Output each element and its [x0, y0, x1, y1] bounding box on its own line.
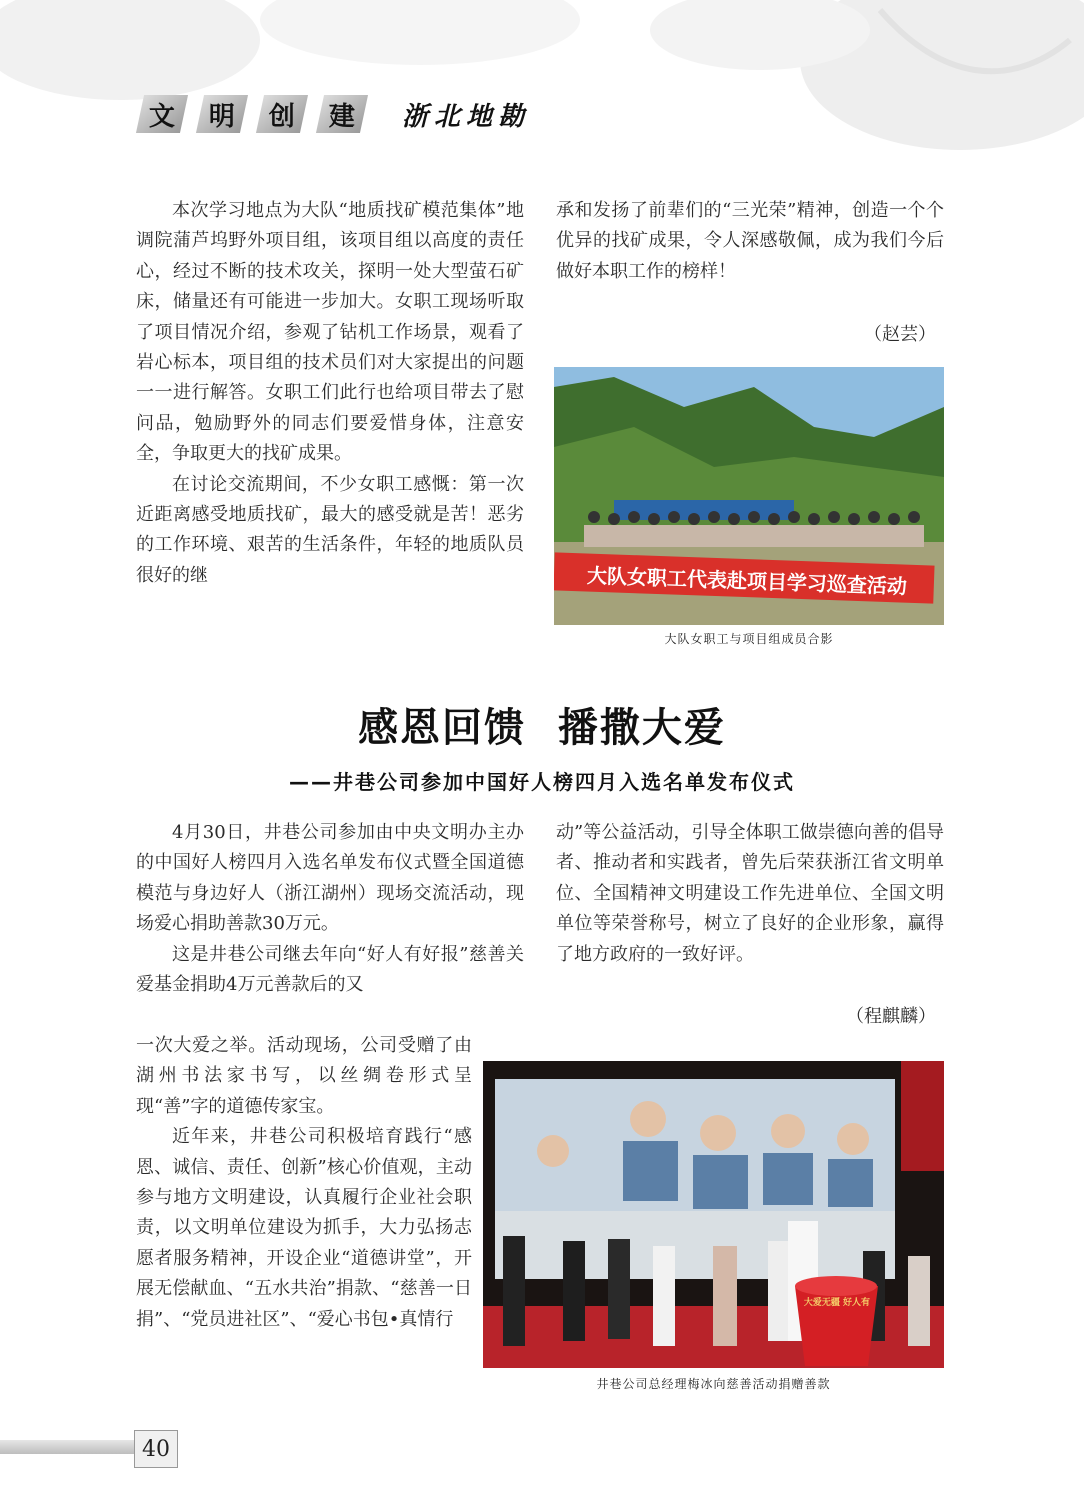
article2-author: （程麒麟）: [846, 1006, 936, 1027]
article2-paragraph-1: 4月30日，井巷公司参加由中央文明办主办的中国好人榜四月入选名单发布仪式暨全国道德模范与身边好人（浙江湖州）现场交流活动，现场爱心捐助善款30万元。: [136, 822, 524, 935]
article2-paragraph-4: 近年来，井巷公司积极培育践行“感恩、诚信、责任、创新”核心价值观，主动参与地方文明建设，认真履行企业社会职责，以文明单位建设为抓手，大力弘扬志愿者服务精神，开设企业“道德讲堂”，开展无偿献血、“五水共治”捐款、“慈善一日捐”、“党员进社区”、“爱心书包•真情行: [136, 1126, 472, 1330]
article2-left-column-bottom: [136, 1031, 472, 1335]
department-name: 浙北地勘: [402, 101, 531, 132]
article1-left-column: [136, 196, 524, 591]
article1-paragraph-1: 本次学习地点为大队“地质找矿模范集体”地调院蒲芦坞野外项目组，该项目组以高度的责任心，经过不断的技术攻关，探明一处大型萤石矿床，储量还有可能进一步加大。女职工现场听取了项目情况介绍，参观了钻机工作场景，观看了岩心标本，项目组的技术员们对大家提出的问题一一进行解答。女职工们此行也给项目带去了慰问品，勉励野外的同志们要爱惜身体，注意安全，争取更大的找矿成果。: [136, 200, 524, 465]
article2-right-column: [556, 818, 944, 970]
article1-author: （赵芸）: [864, 324, 936, 345]
section-tag-2: 明: [196, 95, 248, 133]
article2-subtitle: ——井巷公司参加中国好人榜四月入选名单发布仪式: [289, 770, 795, 794]
donation-photo: [483, 1061, 944, 1368]
article2-left-column-top: [136, 818, 524, 1000]
section-tag-1: 文: [136, 95, 188, 133]
article2-title: 感恩回馈 播撒大爱: [358, 705, 726, 751]
article1-right-column: [556, 196, 944, 287]
article2-paragraph-3: 一次大爱之举。活动现场，公司受赠了由湖州书法家书写，以丝绸卷形式呈现“善”字的道德传家宝。: [136, 1035, 472, 1117]
page-number-bar: [0, 1440, 134, 1454]
donation-photo-image: [483, 1061, 944, 1368]
donation-box-label: 大爱无疆 好人有: [803, 1298, 871, 1308]
donation-photo-caption: 井巷公司总经理梅冰向慈善活动捐赠善款: [596, 1377, 831, 1391]
article1-paragraph-3: 承和发扬了前辈们的“三光荣”精神，创造一个个优异的找矿成果，令人深感敬佩，成为我们今后做好本职工作的榜样！: [556, 200, 944, 282]
article2-paragraph-2: 这是井巷公司继去年向“好人有好报”慈善关爱基金捐助4万元善款后的又: [136, 943, 524, 996]
section-tag-3: 创: [256, 95, 308, 133]
group-photo-banner: 大队女职工代表赴项目学习巡查活动: [586, 563, 908, 599]
group-photo-caption: 大队女职工与项目组成员合影: [664, 632, 834, 646]
article2-paragraph-5: 动”等公益活动，引导全体职工做崇德向善的倡导者、推动者和实践者，曾先后荣获浙江省文明单位、全国精神文明建设工作先进单位、全国文明单位等荣誉称号，树立了良好的企业形象，赢得了地方政府的一致好评。: [556, 822, 944, 965]
article1-paragraph-2: 在讨论交流期间，不少女职工感慨：第一次近距离感受地质找矿，最大的感受就是苦！恶劣的工作环境、艰苦的生活条件，年轻的地质队员很好的继: [136, 473, 524, 586]
page-number: 40: [134, 1430, 178, 1468]
section-tag-4: 建: [316, 95, 368, 133]
group-photo: [554, 367, 944, 625]
section-header: [140, 92, 530, 136]
